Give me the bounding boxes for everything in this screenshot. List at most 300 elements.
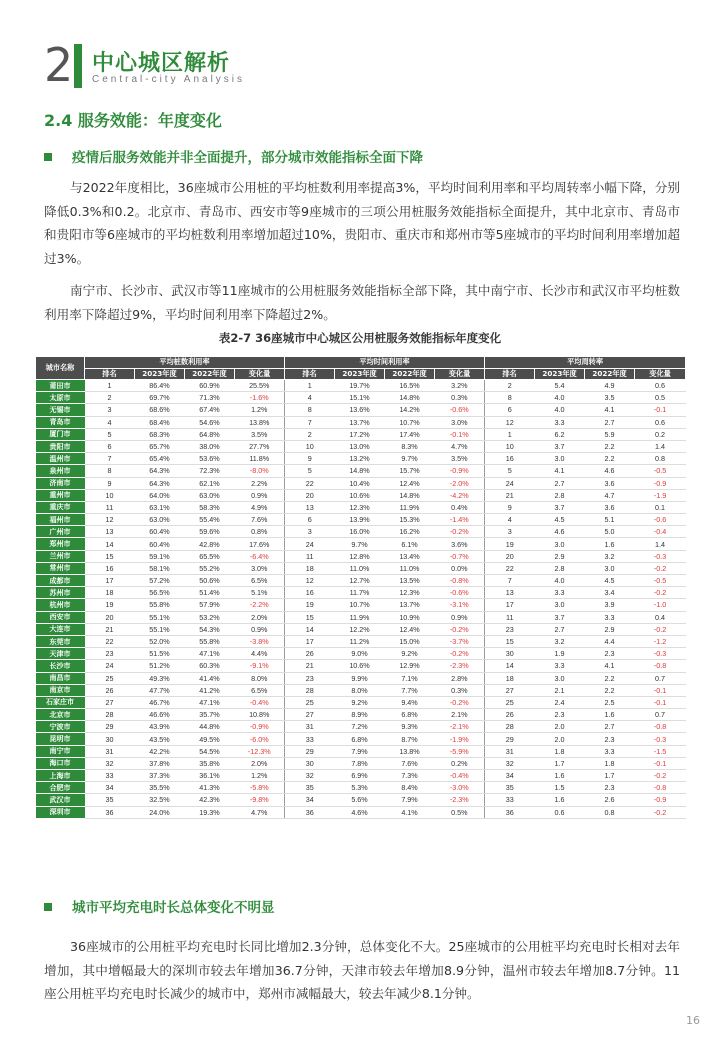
metric-cell: 3.0% bbox=[435, 416, 485, 428]
metric-cell: 9.7% bbox=[335, 538, 385, 550]
chapter-accent-bar bbox=[74, 44, 82, 88]
metric-cell: 3.0 bbox=[585, 562, 635, 574]
metric-cell: -0.2% bbox=[435, 648, 485, 660]
metric-cell: -0.9 bbox=[635, 794, 686, 806]
metric-cell: 12.9% bbox=[385, 660, 435, 672]
table-row bbox=[36, 623, 686, 635]
metric-cell: 2.8 bbox=[535, 562, 585, 574]
metric-cell: 10.8% bbox=[235, 709, 285, 721]
metric-cell: 65.5% bbox=[185, 550, 235, 562]
metric-cell: 3.0 bbox=[535, 599, 585, 611]
sub-header-rank: 排名 bbox=[285, 368, 335, 380]
metric-cell: 7 bbox=[285, 416, 335, 428]
metric-cell: 8.4% bbox=[385, 782, 435, 794]
metric-cell: 4.1 bbox=[585, 404, 635, 416]
metric-cell: 24 bbox=[485, 477, 535, 489]
metric-cell: 1 bbox=[85, 380, 135, 392]
table-row bbox=[36, 770, 686, 782]
metric-cell: 47.1% bbox=[185, 648, 235, 660]
metric-cell: 1.8 bbox=[585, 757, 635, 769]
metric-cell: 4.0 bbox=[535, 404, 585, 416]
metric-cell: 2.0% bbox=[235, 611, 285, 623]
metric-cell: -0.5 bbox=[635, 575, 686, 587]
metric-cell: 64.3% bbox=[135, 477, 185, 489]
metric-cell: 0.4 bbox=[635, 611, 686, 623]
metric-cell: -1.4% bbox=[435, 514, 485, 526]
metric-cell: 47.1% bbox=[185, 696, 235, 708]
metric-cell: 3.3 bbox=[535, 660, 585, 672]
metric-cell: 13 bbox=[485, 587, 535, 599]
metric-cell: 27 bbox=[485, 684, 535, 696]
metric-cell: 16 bbox=[85, 562, 135, 574]
metric-cell: 4.5 bbox=[535, 514, 585, 526]
metric-cell: 55.8% bbox=[135, 599, 185, 611]
metric-cell: 4.6 bbox=[585, 465, 635, 477]
metric-cell: 2.0 bbox=[535, 721, 585, 733]
metric-cell: 0.9% bbox=[435, 611, 485, 623]
metric-cell: 0.6 bbox=[635, 380, 686, 392]
sub-header-2023: 2023年度 bbox=[335, 368, 385, 380]
metric-cell: 1 bbox=[485, 428, 535, 440]
metric-cell: -0.6 bbox=[635, 514, 686, 526]
metric-cell: 64.8% bbox=[185, 428, 235, 440]
metric-cell: 35.7% bbox=[185, 709, 235, 721]
metric-cell: 21 bbox=[85, 623, 135, 635]
metric-cell: -1.9 bbox=[635, 489, 686, 501]
metric-cell: 19 bbox=[485, 538, 535, 550]
metric-cell: 60.9% bbox=[185, 380, 235, 392]
metric-cell: 3.0 bbox=[535, 672, 585, 684]
metric-cell: -3.1% bbox=[435, 599, 485, 611]
metric-cell: 30 bbox=[485, 648, 535, 660]
metric-cell: -0.3 bbox=[635, 550, 686, 562]
sub-header-change: 变化量 bbox=[435, 368, 485, 380]
metric-cell: 49.3% bbox=[135, 672, 185, 684]
city-name-cell: 长沙市 bbox=[36, 660, 85, 672]
paragraph-2: 南宁市、长沙市、武汉市等11座城市的公用桩服务效能指标全部下降，其中南宁市、长沙市和武汉市平均桩数利用率下降超过9%，平均时间利用率下降超过2%。 bbox=[44, 283, 680, 322]
metric-cell: 4.6 bbox=[535, 526, 585, 538]
group-header-turnover: 平均周转率 bbox=[485, 357, 686, 369]
metric-cell: -5.9% bbox=[435, 745, 485, 757]
metric-cell: 8.3% bbox=[385, 440, 435, 452]
metric-cell: 38.0% bbox=[185, 440, 235, 452]
metric-cell: 11.2% bbox=[335, 635, 385, 647]
metric-cell: 4.4 bbox=[585, 635, 635, 647]
metric-cell: 42.2% bbox=[135, 745, 185, 757]
table-row bbox=[36, 660, 686, 672]
metric-cell: -4.2% bbox=[435, 489, 485, 501]
metric-cell: 9.4% bbox=[385, 696, 435, 708]
metric-cell: 13 bbox=[285, 501, 335, 513]
metric-cell: 27 bbox=[85, 696, 135, 708]
city-name-cell: 深圳市 bbox=[36, 806, 85, 818]
metric-cell: 1.5 bbox=[535, 782, 585, 794]
metric-cell: 3.0 bbox=[535, 538, 585, 550]
metric-cell: 0.1 bbox=[635, 501, 686, 513]
city-name-cell: 上海市 bbox=[36, 770, 85, 782]
metric-cell: 4.1 bbox=[535, 465, 585, 477]
metric-cell: 2.8 bbox=[535, 489, 585, 501]
metric-cell: 1.2% bbox=[235, 770, 285, 782]
metric-cell: 33 bbox=[85, 770, 135, 782]
metric-cell: -2.0% bbox=[435, 477, 485, 489]
metric-cell: 4.9 bbox=[585, 380, 635, 392]
metric-cell: 42.3% bbox=[185, 794, 235, 806]
metric-cell: 12.3% bbox=[385, 587, 435, 599]
metric-cell: 24 bbox=[85, 660, 135, 672]
metric-cell: 59.6% bbox=[185, 526, 235, 538]
metric-cell: 2.5 bbox=[585, 696, 635, 708]
metric-cell: -9.1% bbox=[235, 660, 285, 672]
metric-cell: 10 bbox=[285, 440, 335, 452]
metric-cell: 19.3% bbox=[185, 806, 235, 818]
metric-cell: 0.9% bbox=[235, 623, 285, 635]
metric-cell: 13.9% bbox=[335, 514, 385, 526]
table-body bbox=[36, 380, 686, 819]
table-row bbox=[36, 489, 686, 501]
metric-cell: 14 bbox=[85, 538, 135, 550]
metric-cell: 9.9% bbox=[335, 672, 385, 684]
group-header-pile-utilization: 平均桩数利用率 bbox=[85, 357, 285, 369]
metric-cell: 4.1% bbox=[385, 806, 435, 818]
metric-cell: -0.6% bbox=[435, 587, 485, 599]
metric-cell: -0.2% bbox=[435, 526, 485, 538]
city-name-cell: 重州市 bbox=[36, 489, 85, 501]
metric-cell: 2.4 bbox=[535, 696, 585, 708]
metric-cell: 30 bbox=[85, 733, 135, 745]
metric-cell: 5.1 bbox=[585, 514, 635, 526]
metric-cell: 11.7% bbox=[335, 587, 385, 599]
metric-cell: 71.3% bbox=[185, 392, 235, 404]
metric-cell: 4 bbox=[85, 416, 135, 428]
metric-cell: 26 bbox=[85, 684, 135, 696]
city-name-cell: 宁波市 bbox=[36, 721, 85, 733]
city-name-cell: 温州市 bbox=[36, 453, 85, 465]
metric-cell: 27.7% bbox=[235, 440, 285, 452]
metric-cell: 14.8% bbox=[335, 465, 385, 477]
metric-cell: 10.6% bbox=[335, 660, 385, 672]
metric-cell: 17 bbox=[85, 575, 135, 587]
metric-cell: 6.5% bbox=[235, 684, 285, 696]
metric-cell: 8 bbox=[485, 392, 535, 404]
metric-cell: -1.6% bbox=[235, 392, 285, 404]
metric-cell: -1.9% bbox=[435, 733, 485, 745]
metric-cell: 3.9 bbox=[585, 599, 635, 611]
table-row bbox=[36, 465, 686, 477]
metric-cell: 16 bbox=[485, 453, 535, 465]
metric-cell: 4.0 bbox=[535, 575, 585, 587]
sub-header-2022: 2022年度 bbox=[385, 368, 435, 380]
city-name-cell: 贵阳市 bbox=[36, 440, 85, 452]
metric-cell: -0.3 bbox=[635, 648, 686, 660]
city-name-cell: 成都市 bbox=[36, 575, 85, 587]
metric-cell: 9.0% bbox=[335, 648, 385, 660]
metric-cell: 2 bbox=[285, 428, 335, 440]
metric-cell: 7.9% bbox=[335, 745, 385, 757]
metric-cell: 5.0 bbox=[585, 526, 635, 538]
metric-cell: 55.1% bbox=[135, 623, 185, 635]
metric-cell: 65.4% bbox=[135, 453, 185, 465]
metric-cell: 13.4% bbox=[385, 550, 435, 562]
metric-cell: 3.6 bbox=[585, 477, 635, 489]
table-row bbox=[36, 635, 686, 647]
metric-cell: 25 bbox=[85, 672, 135, 684]
metric-cell: 42.8% bbox=[185, 538, 235, 550]
metric-cell: 2.2 bbox=[585, 684, 635, 696]
metric-cell: 15.1% bbox=[335, 392, 385, 404]
metric-cell: 55.2% bbox=[185, 562, 235, 574]
metric-cell: 7.3% bbox=[385, 770, 435, 782]
metric-cell: 4.7% bbox=[235, 806, 285, 818]
chapter-title: 中心城区解析 bbox=[92, 51, 231, 76]
city-name-cell: 西安市 bbox=[36, 611, 85, 623]
metric-cell: 12.7% bbox=[335, 575, 385, 587]
metric-cell: 7 bbox=[485, 575, 535, 587]
city-name-cell: 广州市 bbox=[36, 526, 85, 538]
metric-cell: 29 bbox=[285, 745, 335, 757]
city-name-cell: 太原市 bbox=[36, 392, 85, 404]
metric-cell: 28 bbox=[285, 684, 335, 696]
metric-cell: 2.7 bbox=[535, 477, 585, 489]
metric-cell: 17.4% bbox=[385, 428, 435, 440]
metric-cell: 11.0% bbox=[335, 562, 385, 574]
bullet-heading-1 bbox=[44, 146, 423, 166]
metric-cell: 3.5% bbox=[235, 428, 285, 440]
table-row bbox=[36, 550, 686, 562]
sub-header-rank: 排名 bbox=[485, 368, 535, 380]
bullet-heading-1-text: 疫情后服务效能并非全面提升，部分城市效能指标全面下降 bbox=[72, 150, 423, 166]
metric-cell: -1.2 bbox=[635, 635, 686, 647]
table-group-header-row bbox=[36, 357, 686, 369]
metric-cell: 12.2% bbox=[335, 623, 385, 635]
metric-cell: -0.9% bbox=[435, 465, 485, 477]
city-name-cell: 南宁市 bbox=[36, 745, 85, 757]
metric-cell: 0.0% bbox=[435, 562, 485, 574]
metric-cell: 10.7% bbox=[385, 416, 435, 428]
metric-cell: 0.8% bbox=[235, 526, 285, 538]
metric-cell: -3.7% bbox=[435, 635, 485, 647]
metric-cell: 7 bbox=[85, 453, 135, 465]
metric-cell: 47.7% bbox=[135, 684, 185, 696]
metric-cell: 22 bbox=[485, 562, 535, 574]
metric-cell: 1.4 bbox=[635, 440, 686, 452]
metric-cell: 1 bbox=[285, 380, 335, 392]
metric-cell: 11.0% bbox=[385, 562, 435, 574]
metric-cell: 2.6 bbox=[585, 794, 635, 806]
metric-cell: -6.0% bbox=[235, 733, 285, 745]
metric-cell: -0.2% bbox=[435, 696, 485, 708]
city-name-cell: 重庆市 bbox=[36, 501, 85, 513]
metric-cell: 9 bbox=[285, 453, 335, 465]
city-name-cell: 南京市 bbox=[36, 684, 85, 696]
metric-cell: 14 bbox=[485, 660, 535, 672]
metric-cell: 35 bbox=[85, 794, 135, 806]
metric-cell: 20 bbox=[485, 550, 535, 562]
city-name-cell: 厦门市 bbox=[36, 428, 85, 440]
city-name-cell: 苏州市 bbox=[36, 587, 85, 599]
metric-cell: 8.0% bbox=[235, 672, 285, 684]
metric-cell: 16.2% bbox=[385, 526, 435, 538]
metric-cell: 8 bbox=[85, 465, 135, 477]
metric-cell: -0.9% bbox=[235, 721, 285, 733]
metric-cell: 0.6 bbox=[535, 806, 585, 818]
metric-cell: 5.4 bbox=[535, 380, 585, 392]
table-row bbox=[36, 477, 686, 489]
metric-cell: 3.6 bbox=[585, 501, 635, 513]
metric-cell: 11.9% bbox=[385, 501, 435, 513]
metric-cell: -2.3% bbox=[435, 794, 485, 806]
table-row bbox=[36, 440, 686, 452]
metric-cell: 0.8 bbox=[635, 453, 686, 465]
metric-cell: 1.6 bbox=[535, 770, 585, 782]
metric-cell: 46.7% bbox=[135, 696, 185, 708]
metric-cell: 13.8% bbox=[385, 745, 435, 757]
metric-cell: 31 bbox=[485, 745, 535, 757]
city-column-header: 城市名称 bbox=[36, 357, 85, 380]
metric-cell: 9.7% bbox=[385, 453, 435, 465]
metric-cell: 11 bbox=[485, 611, 535, 623]
metric-cell: 3.3 bbox=[535, 416, 585, 428]
metric-cell: -2.3% bbox=[435, 660, 485, 672]
metric-cell: 2.0 bbox=[535, 733, 585, 745]
metric-cell: 37.8% bbox=[135, 757, 185, 769]
metric-cell: -0.7% bbox=[435, 550, 485, 562]
metric-cell: 10 bbox=[85, 489, 135, 501]
metric-cell: 2.2 bbox=[585, 440, 635, 452]
metric-cell: 20 bbox=[85, 611, 135, 623]
page-number: 16 bbox=[686, 1014, 700, 1027]
metric-cell: 10.7% bbox=[335, 599, 385, 611]
metric-cell: 28 bbox=[485, 721, 535, 733]
metric-cell: 6.5% bbox=[235, 575, 285, 587]
metric-cell: 60.4% bbox=[135, 538, 185, 550]
metric-cell: -0.6% bbox=[435, 404, 485, 416]
metric-cell: 17.2% bbox=[335, 428, 385, 440]
metric-cell: 7.6% bbox=[235, 514, 285, 526]
metric-cell: 22 bbox=[285, 477, 335, 489]
metric-cell: 14.8% bbox=[385, 489, 435, 501]
table-row bbox=[36, 428, 686, 440]
metric-cell: 3.7 bbox=[535, 501, 585, 513]
table-row bbox=[36, 648, 686, 660]
metric-cell: 29 bbox=[85, 721, 135, 733]
metric-cell: 62.1% bbox=[185, 477, 235, 489]
metric-cell: 25 bbox=[285, 696, 335, 708]
metric-cell: 53.6% bbox=[185, 453, 235, 465]
metric-cell: 2.7 bbox=[585, 721, 635, 733]
metric-cell: 41.2% bbox=[185, 684, 235, 696]
table-row bbox=[36, 587, 686, 599]
metric-cell: 63.0% bbox=[185, 489, 235, 501]
metric-cell: 12.4% bbox=[385, 623, 435, 635]
table-row bbox=[36, 599, 686, 611]
metric-cell: 37.3% bbox=[135, 770, 185, 782]
city-name-cell: 无锡市 bbox=[36, 404, 85, 416]
metric-cell: -1.0 bbox=[635, 599, 686, 611]
metric-cell: 3 bbox=[285, 526, 335, 538]
metric-cell: 15 bbox=[485, 635, 535, 647]
metric-cell: 58.1% bbox=[135, 562, 185, 574]
metric-cell: 65.7% bbox=[135, 440, 185, 452]
chapter-number: 2 bbox=[44, 38, 74, 92]
metric-cell: 9.2% bbox=[385, 648, 435, 660]
metric-cell: 15.0% bbox=[385, 635, 435, 647]
metric-cell: 3 bbox=[85, 404, 135, 416]
metric-cell: 35.8% bbox=[185, 757, 235, 769]
metric-cell: 14.8% bbox=[385, 392, 435, 404]
metric-cell: 2.3 bbox=[585, 782, 635, 794]
metric-cell: 24.0% bbox=[135, 806, 185, 818]
metric-cell: -0.4% bbox=[435, 770, 485, 782]
metric-cell: -8.0% bbox=[235, 465, 285, 477]
metric-cell: 12.3% bbox=[335, 501, 385, 513]
metric-cell: -0.1 bbox=[635, 404, 686, 416]
metric-cell: 4.0 bbox=[535, 392, 585, 404]
metric-cell: 3.2 bbox=[585, 550, 635, 562]
metric-cell: 15.3% bbox=[385, 514, 435, 526]
metric-cell: 13.7% bbox=[335, 416, 385, 428]
table-sub-header-row bbox=[36, 368, 686, 380]
metric-cell: 13 bbox=[85, 526, 135, 538]
city-name-cell: 兰州市 bbox=[36, 550, 85, 562]
city-name-cell: 泉州市 bbox=[36, 465, 85, 477]
metric-cell: 55.1% bbox=[135, 611, 185, 623]
city-name-cell: 大连市 bbox=[36, 623, 85, 635]
metric-cell: 57.2% bbox=[135, 575, 185, 587]
metric-cell: 6.8% bbox=[335, 733, 385, 745]
metric-cell: 23 bbox=[285, 672, 335, 684]
city-name-cell: 天津市 bbox=[36, 648, 85, 660]
table-row bbox=[36, 757, 686, 769]
table-caption: 表2-7 36座城市中心城区公用桩服务效能指标年度变化 bbox=[218, 331, 502, 345]
sub-header-change: 变化量 bbox=[235, 368, 285, 380]
table-row bbox=[36, 538, 686, 550]
table-row bbox=[36, 709, 686, 721]
sub-header-2022: 2022年度 bbox=[585, 368, 635, 380]
metric-cell: 50.6% bbox=[185, 575, 235, 587]
metric-cell: 6 bbox=[285, 514, 335, 526]
metric-cell: 10.4% bbox=[335, 477, 385, 489]
metric-cell: 31 bbox=[285, 721, 335, 733]
metric-cell: 35 bbox=[285, 782, 335, 794]
city-name-cell: 合肥市 bbox=[36, 782, 85, 794]
table-row bbox=[36, 404, 686, 416]
metric-cell: 1.6 bbox=[585, 709, 635, 721]
table-row bbox=[36, 806, 686, 818]
metric-cell: 10.6% bbox=[335, 489, 385, 501]
metric-cell: 1.6 bbox=[535, 794, 585, 806]
metric-cell: 3.5 bbox=[585, 392, 635, 404]
metric-cell: 44.8% bbox=[185, 721, 235, 733]
metric-cell: 11.9% bbox=[335, 611, 385, 623]
metric-cell: 7.9% bbox=[385, 794, 435, 806]
metric-cell: -0.2 bbox=[635, 806, 686, 818]
table-row bbox=[36, 782, 686, 794]
metric-cell: 26 bbox=[285, 648, 335, 660]
metric-cell: -6.4% bbox=[235, 550, 285, 562]
metric-cell: 2.1 bbox=[535, 684, 585, 696]
table-row bbox=[36, 611, 686, 623]
metric-cell: 55.8% bbox=[185, 635, 235, 647]
metric-cell: 2.9 bbox=[585, 623, 635, 635]
metric-cell: 68.6% bbox=[135, 404, 185, 416]
metric-cell: 16.0% bbox=[335, 526, 385, 538]
metric-cell: 28 bbox=[85, 709, 135, 721]
metric-cell: 0.3% bbox=[435, 684, 485, 696]
city-name-cell: 莆田市 bbox=[36, 380, 85, 392]
metric-cell: 2 bbox=[485, 380, 535, 392]
metric-cell: -0.8 bbox=[635, 721, 686, 733]
